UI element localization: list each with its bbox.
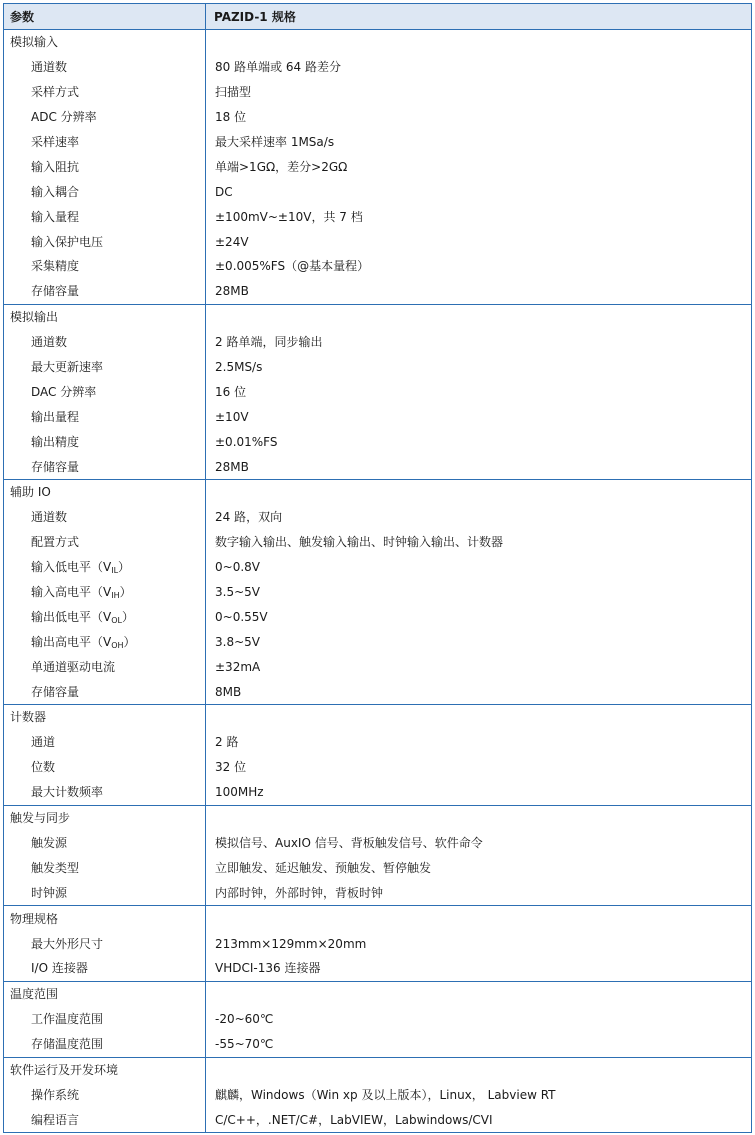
param-value: 扫描型	[215, 85, 252, 100]
param-value: 100MHz	[206, 780, 752, 805]
param-value: 立即触发、延迟触发、预触发、暂停触发	[215, 860, 432, 875]
param-name-cell	[4, 1082, 206, 1107]
param-name-cell	[4, 831, 206, 856]
section-row	[4, 304, 752, 329]
param-name: 通道数	[31, 335, 68, 350]
param-name-cell	[4, 505, 206, 530]
spec-row	[4, 254, 752, 279]
param-subscript: IH	[111, 591, 120, 601]
param-value: ±100mV~±10V，共 7 档	[215, 209, 363, 224]
param-name: 采样方式	[31, 85, 80, 100]
param-name-cell	[4, 330, 206, 355]
section-empty-cell	[206, 304, 752, 329]
section-empty-cell	[206, 981, 752, 1006]
param-name-cell	[4, 780, 206, 805]
param-value: 213mm×129mm×20mm	[215, 936, 367, 951]
spec-table	[3, 3, 752, 1133]
section-title: 计数器	[4, 705, 206, 730]
param-value: 2 路	[215, 735, 239, 750]
param-name: 输入量程	[31, 209, 80, 224]
spec-row	[4, 654, 752, 679]
param-value: 0~0.55V	[215, 609, 268, 624]
param-name: 编程语言	[31, 1112, 80, 1127]
param-subscript: OL	[111, 615, 122, 625]
spec-row	[4, 105, 752, 130]
param-name: 通道	[31, 735, 56, 750]
param-value: C/C++，.NET/C#，LabVIEW，Labwindows/CVI	[206, 1107, 752, 1132]
spec-row	[4, 379, 752, 404]
param-name: 触发类型	[31, 860, 80, 875]
spec-row	[4, 355, 752, 380]
param-name-cell	[4, 254, 206, 279]
spec-row	[4, 780, 752, 805]
spec-table-body	[4, 4, 752, 1133]
param-name-cell	[4, 931, 206, 956]
param-name-cell	[4, 1107, 206, 1132]
spec-row	[4, 454, 752, 479]
spec-row	[4, 956, 752, 981]
spec-row	[4, 55, 752, 80]
param-name-cell	[4, 1007, 206, 1032]
spec-row	[4, 629, 752, 654]
param-name: 最大计数频率	[31, 785, 104, 800]
param-suffix: ）	[121, 609, 134, 624]
param-value: -55~70℃	[206, 1032, 752, 1057]
param-name: 单通道驱动电流	[31, 659, 116, 674]
spec-row	[4, 880, 752, 905]
param-name-cell	[4, 429, 206, 454]
param-value: ±32mA	[215, 659, 261, 674]
param-value: ±0.005%FS（@基本量程）	[215, 259, 370, 274]
param-name: ADC 分辨率	[31, 110, 97, 125]
section-empty-cell	[206, 805, 752, 830]
param-value: ±0.01%FS	[215, 434, 278, 449]
header-spec-cell: PAZID-1 规格	[206, 4, 752, 30]
param-name-cell	[4, 204, 206, 229]
param-name: 输入阻抗	[31, 159, 80, 174]
param-suffix: ）	[119, 585, 132, 600]
param-name-cell	[4, 154, 206, 179]
param-name: I/O 连接器	[31, 961, 88, 976]
section-empty-cell	[206, 1057, 752, 1082]
spec-row	[4, 204, 752, 229]
param-name-cell	[4, 855, 206, 880]
param-name-cell	[4, 956, 206, 981]
param-name: 输入低电平（V	[31, 560, 112, 575]
spec-row	[4, 1007, 752, 1032]
section-row	[4, 705, 752, 730]
param-value: ±10V	[215, 409, 249, 424]
param-value: 28MB	[206, 454, 752, 479]
param-name: 最大外形尺寸	[31, 936, 104, 951]
param-name-cell	[4, 179, 206, 204]
param-name-cell	[4, 679, 206, 704]
param-value: 28MB	[206, 279, 752, 304]
param-value: 3.5~5V	[215, 585, 260, 600]
param-name-cell	[4, 80, 206, 105]
param-value: 3.8~5V	[215, 634, 260, 649]
spec-row	[4, 1082, 752, 1107]
param-name: 存储容量	[31, 684, 80, 699]
param-name-cell	[4, 654, 206, 679]
param-name-cell	[4, 880, 206, 905]
spec-row	[4, 755, 752, 780]
section-row	[4, 906, 752, 931]
param-name-cell	[4, 355, 206, 380]
spec-row	[4, 429, 752, 454]
section-title: 模拟输入	[4, 30, 206, 55]
param-value: 数字输入输出、触发输入输出、时钟输入输出、计数器	[215, 535, 504, 550]
param-subscript: OH	[111, 640, 124, 650]
param-name: 存储容量	[31, 284, 80, 299]
param-value: 80 路单端或 64 路差分	[215, 60, 341, 75]
spec-table-container	[3, 3, 751, 1133]
spec-row	[4, 330, 752, 355]
param-name-cell	[4, 580, 206, 605]
spec-row	[4, 555, 752, 580]
spec-row	[4, 1032, 752, 1057]
param-name: 输出低电平（V	[31, 609, 112, 624]
param-value: 16 位	[215, 384, 247, 399]
param-name-cell	[4, 404, 206, 429]
spec-row	[4, 604, 752, 629]
param-name: 时钟源	[31, 885, 68, 900]
section-row	[4, 981, 752, 1006]
table-header-row	[4, 4, 752, 30]
param-name: 最大更新速率	[31, 360, 104, 375]
spec-row	[4, 931, 752, 956]
section-title: 模拟输出	[4, 304, 206, 329]
param-name-cell	[4, 55, 206, 80]
param-value: 单端>1GΩ，差分>2GΩ	[215, 159, 348, 174]
spec-row	[4, 229, 752, 254]
param-value: 32 位	[215, 760, 247, 775]
param-name: 存储温度范围	[31, 1037, 104, 1052]
spec-row	[4, 730, 752, 755]
section-row	[4, 805, 752, 830]
param-name: 输入高电平（V	[31, 585, 112, 600]
param-name-cell	[4, 629, 206, 654]
header-param-cell: 参数	[4, 4, 206, 30]
spec-row	[4, 831, 752, 856]
spec-row	[4, 679, 752, 704]
param-name: 通道数	[31, 60, 68, 75]
spec-row	[4, 130, 752, 155]
param-subscript: IL	[111, 566, 119, 576]
param-name: 采集精度	[31, 259, 80, 274]
param-name: 配置方式	[31, 535, 80, 550]
section-row	[4, 30, 752, 55]
param-name-cell	[4, 530, 206, 555]
spec-row	[4, 404, 752, 429]
param-value: 8MB	[206, 679, 752, 704]
spec-row	[4, 179, 752, 204]
param-name: 输入耦合	[31, 184, 80, 199]
param-value: 24 路，双向	[215, 510, 283, 525]
param-suffix: ）	[123, 634, 136, 649]
spec-row	[4, 505, 752, 530]
spec-row	[4, 279, 752, 304]
param-name-cell	[4, 555, 206, 580]
spec-row	[4, 80, 752, 105]
param-name-cell	[4, 730, 206, 755]
param-value: -20~60℃	[215, 1012, 274, 1027]
section-title: 软件运行及开发环境	[4, 1057, 206, 1082]
param-name: 输出精度	[31, 434, 80, 449]
param-name-cell	[4, 229, 206, 254]
param-name-cell	[4, 755, 206, 780]
param-name-cell	[4, 379, 206, 404]
section-title: 温度范围	[4, 981, 206, 1006]
param-name: 输入保护电压	[31, 234, 104, 249]
param-suffix: ）	[118, 560, 131, 575]
param-name: 输出量程	[31, 409, 80, 424]
param-value: 内部时钟，外部时钟，背板时钟	[206, 880, 752, 905]
section-title: 辅助 IO	[4, 480, 206, 505]
param-value: 2 路单端，同步输出	[215, 335, 323, 350]
param-name-cell	[4, 604, 206, 629]
section-empty-cell	[206, 705, 752, 730]
param-name: 存储容量	[31, 459, 80, 474]
param-name-cell	[4, 1032, 206, 1057]
param-name-cell	[4, 130, 206, 155]
section-title: 触发与同步	[4, 805, 206, 830]
param-value: 0~0.8V	[215, 560, 260, 575]
spec-row	[4, 580, 752, 605]
param-name: 触发源	[31, 835, 68, 850]
section-row	[4, 1057, 752, 1082]
spec-row	[4, 530, 752, 555]
spec-row	[4, 1107, 752, 1132]
param-value: 模拟信号、AuxIO 信号、背板触发信号、软件命令	[215, 835, 483, 850]
param-name-cell	[4, 279, 206, 304]
param-value: 麒麟，Windows（Win xp 及以上版本），Linux， Labview RT	[215, 1087, 556, 1102]
param-name-cell	[4, 454, 206, 479]
param-value: ±24V	[215, 234, 249, 249]
param-name: 采样速率	[31, 135, 80, 149]
param-value: 2.5MS/s	[215, 360, 263, 375]
section-empty-cell	[206, 30, 752, 55]
param-name-cell	[4, 105, 206, 130]
section-empty-cell	[206, 480, 752, 505]
param-value: VHDCI-136 连接器	[206, 956, 752, 981]
param-name: 操作系统	[31, 1087, 80, 1102]
param-name: 通道数	[31, 510, 68, 525]
param-name: 输出高电平（V	[31, 634, 112, 649]
section-title: 物理规格	[4, 906, 206, 931]
param-name: 工作温度范围	[31, 1012, 104, 1027]
param-value: 最大采样速率 1MSa/s	[215, 135, 335, 149]
param-name: DAC 分辨率	[31, 384, 97, 399]
param-name: 位数	[31, 760, 56, 775]
spec-row	[4, 855, 752, 880]
section-row	[4, 480, 752, 505]
param-value: DC	[215, 184, 233, 199]
spec-row	[4, 154, 752, 179]
param-value: 18 位	[215, 110, 247, 125]
section-empty-cell	[206, 906, 752, 931]
